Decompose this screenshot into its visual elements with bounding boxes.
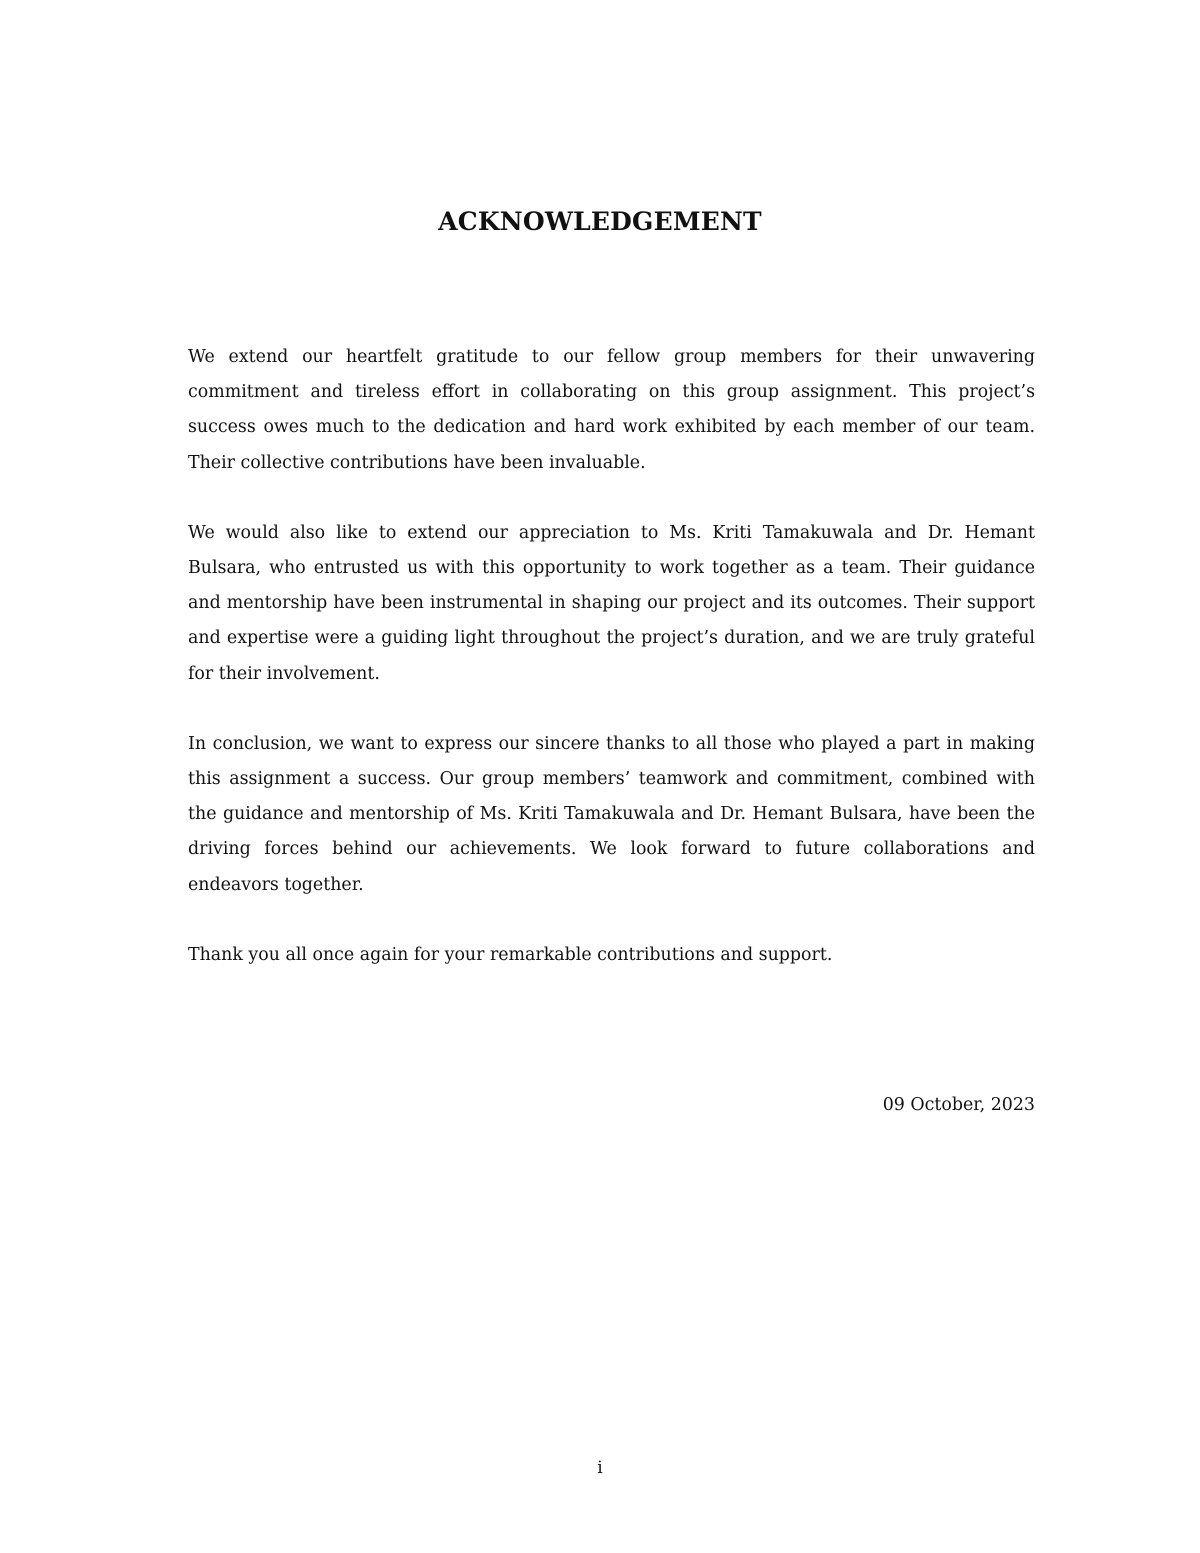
page-title: ACKNOWLEDGEMENT — [438, 207, 762, 236]
paragraph-thank-you: Thank you all once again for your remarkable contributions and support. — [188, 944, 833, 965]
acknowledgement-body — [188, 340, 1035, 1008]
paragraph-appreciation-mentors: We would also like to extend our appreciation to Ms. Kriti Tamakuwala and Dr. Hemant Bulsara, who entrusted us with this opportunity to work together as a team. Their guidance and mentorship have been instrumental in shaping our project and its outcomes. Their support and expertise were a guiding light throughout the project’s duration, and we are truly grateful for their involvement. — [188, 522, 1035, 684]
paragraph-conclusion: In conclusion, we want to express our sincere thanks to all those who played a part in making this assignment a success. Our group members’ teamwork and commitment, combined with the guidance and mentorship of Ms. Kriti Tamakuwala and Dr. Hemant Bulsara, have been the driving forces behind our achievements. We look forward to future collaborations and endeavors together. — [188, 733, 1035, 895]
page-number: i — [597, 1458, 603, 1478]
paragraph-gratitude-members: We extend our heartfelt gratitude to our fellow group members for their unwavering commitment and tireless effort in collaborating on this group assignment. This project’s success owes much to the dedication and hard work exhibited by each member of our team. Their collective contributions have been invaluable. — [188, 347, 1035, 473]
document-date: 09 October, 2023 — [882, 1095, 1035, 1115]
